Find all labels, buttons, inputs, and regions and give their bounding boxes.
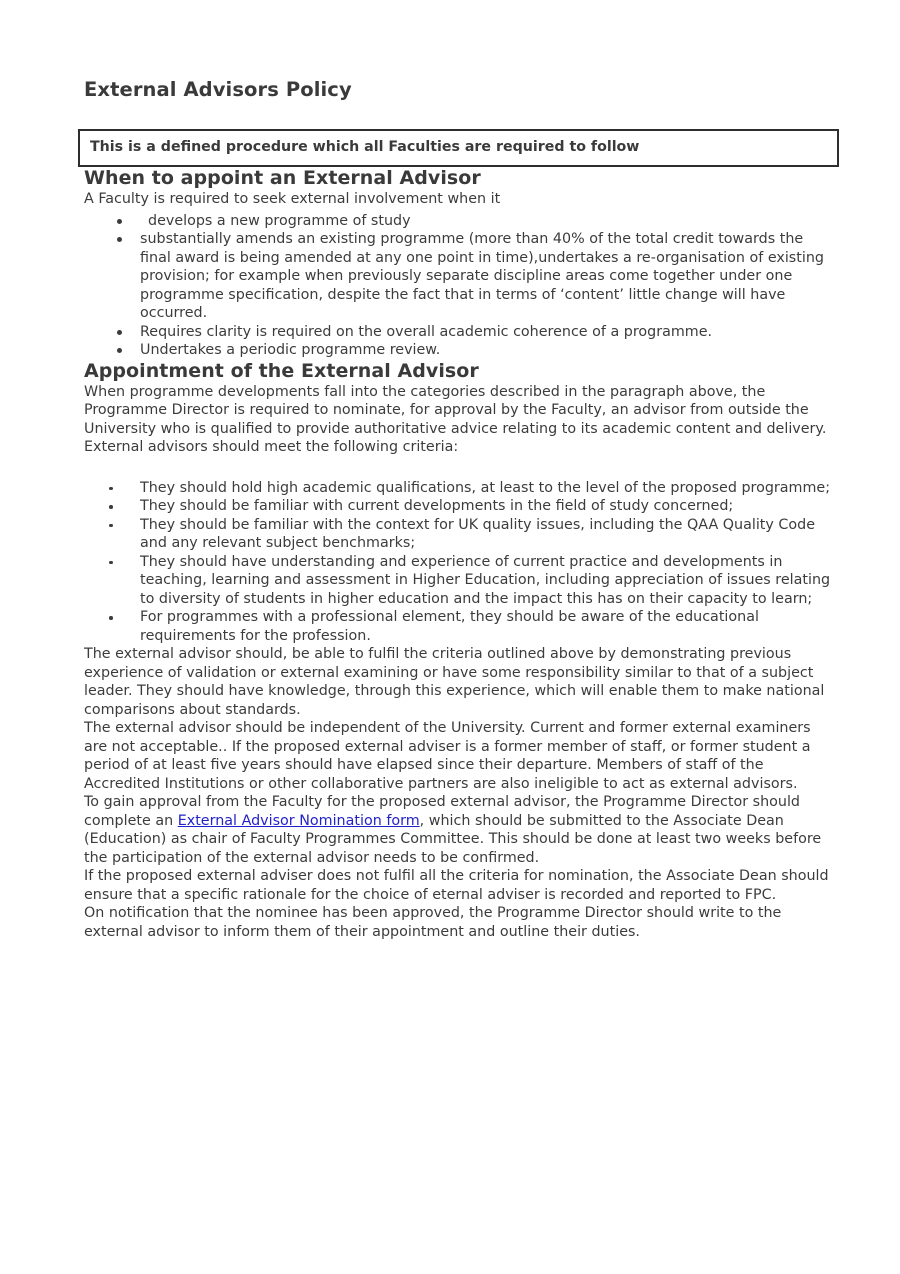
external-advisor-nomination-form-link[interactable]: External Advisor Nomination form bbox=[177, 812, 420, 829]
paragraph-notification-approval: On notification that the nominee has been approved, the Programme Director should write to the external advisor to inform them of their appointment and outline their duties. bbox=[84, 905, 782, 940]
list-item: Undertakes a periodic programme review. bbox=[84, 341, 836, 360]
list-item: For programmes with a professional element, they should be aware of the educational requirements for the profession. bbox=[84, 608, 836, 645]
list-item: They should have understanding and experience of current practice and developments in teaching, learning and assessment in Higher Education, including appreciation of issues relating to diversity of students in higher education and the impact this has on their capacity to learn; bbox=[84, 553, 836, 609]
page-title: External Advisors Policy bbox=[84, 78, 352, 101]
list-item: substantially amends an existing programme (more than 40% of the total credit towards the final award is being amended at any one point in time),undertakes a re-organisation of existing provision; for example when previously separate discipline areas come together under one programme specification, despite the fact that in terms of ‘content’ little change will have occurred. bbox=[84, 230, 836, 323]
paragraph-nomination bbox=[84, 793, 836, 867]
list-item: They should hold high academic qualifications, at least to the level of the proposed programme; bbox=[84, 479, 836, 498]
defined-procedure-box bbox=[78, 129, 839, 167]
list-item: They should be familiar with the context for UK quality issues, including the QAA Quality Code and any relevant subject benchmarks; bbox=[84, 516, 836, 553]
section-heading-appointment: Appointment of the External Advisor bbox=[84, 359, 479, 382]
lead-paragraph-when-to-appoint: A Faculty is required to seek external involvement when it bbox=[84, 191, 501, 208]
criteria-list bbox=[84, 479, 836, 646]
list-item: Requires clarity is required on the overall academic coherence of a programme. bbox=[84, 323, 836, 342]
nomination-text-before-link: To gain approval from the Faculty for the proposed external advisor, the Programme Director should complete an bbox=[84, 794, 800, 829]
intro-paragraph-appointment: When programme developments fall into the categories described in the paragraph above, the Programme Director is required to nominate, for approval by the Faculty, an advisor from outside the University who is qualified to provide authoritative advice relating to its academic content and delivery. External advisors should meet the following criteria: bbox=[84, 383, 827, 456]
section-heading-when-to-appoint: When to appoint an External Advisor bbox=[84, 167, 481, 190]
list-item: They should be familiar with current developments in the field of study concerned; bbox=[84, 497, 836, 516]
list-item: develops a new programme of study bbox=[84, 212, 836, 231]
when-to-appoint-list bbox=[84, 212, 836, 360]
paragraph-rationale-fpc: If the proposed external adviser does not fulfil all the criteria for nomination, the Associate Dean should ensure that a specific rationale for the choice of eternal adviser is recorded and reported to FPC. bbox=[84, 868, 829, 903]
paragraph-fulfil-criteria: The external advisor should, be able to fulfil the criteria outlined above by demonstrating previous experience of validation or external examining or have some responsibility similar to that of a subject leader. They should have knowledge, through this experience, which will enable them to make national comparisons about standards. bbox=[84, 646, 825, 718]
nomination-text-after-link: , which should be submitted to the Associate Dean (Education) as chair of Faculty Programmes Committee. This should be done at least two weeks before the participation of the external advisor needs to be confirmed. bbox=[84, 812, 822, 866]
document-content bbox=[84, 78, 836, 941]
paragraph-independence: The external advisor should be independent of the University. Current and former external examiners are not acceptable.. If the proposed external adviser is a former member of staff, or former student a period of at least five years should have elapsed since their departure. Members of staff of the Accredited Institutions or other collaborative partners are also ineligible to act as external advisors. bbox=[84, 720, 811, 792]
defined-procedure-text: This is a defined procedure which all Faculties are required to follow bbox=[90, 139, 640, 156]
